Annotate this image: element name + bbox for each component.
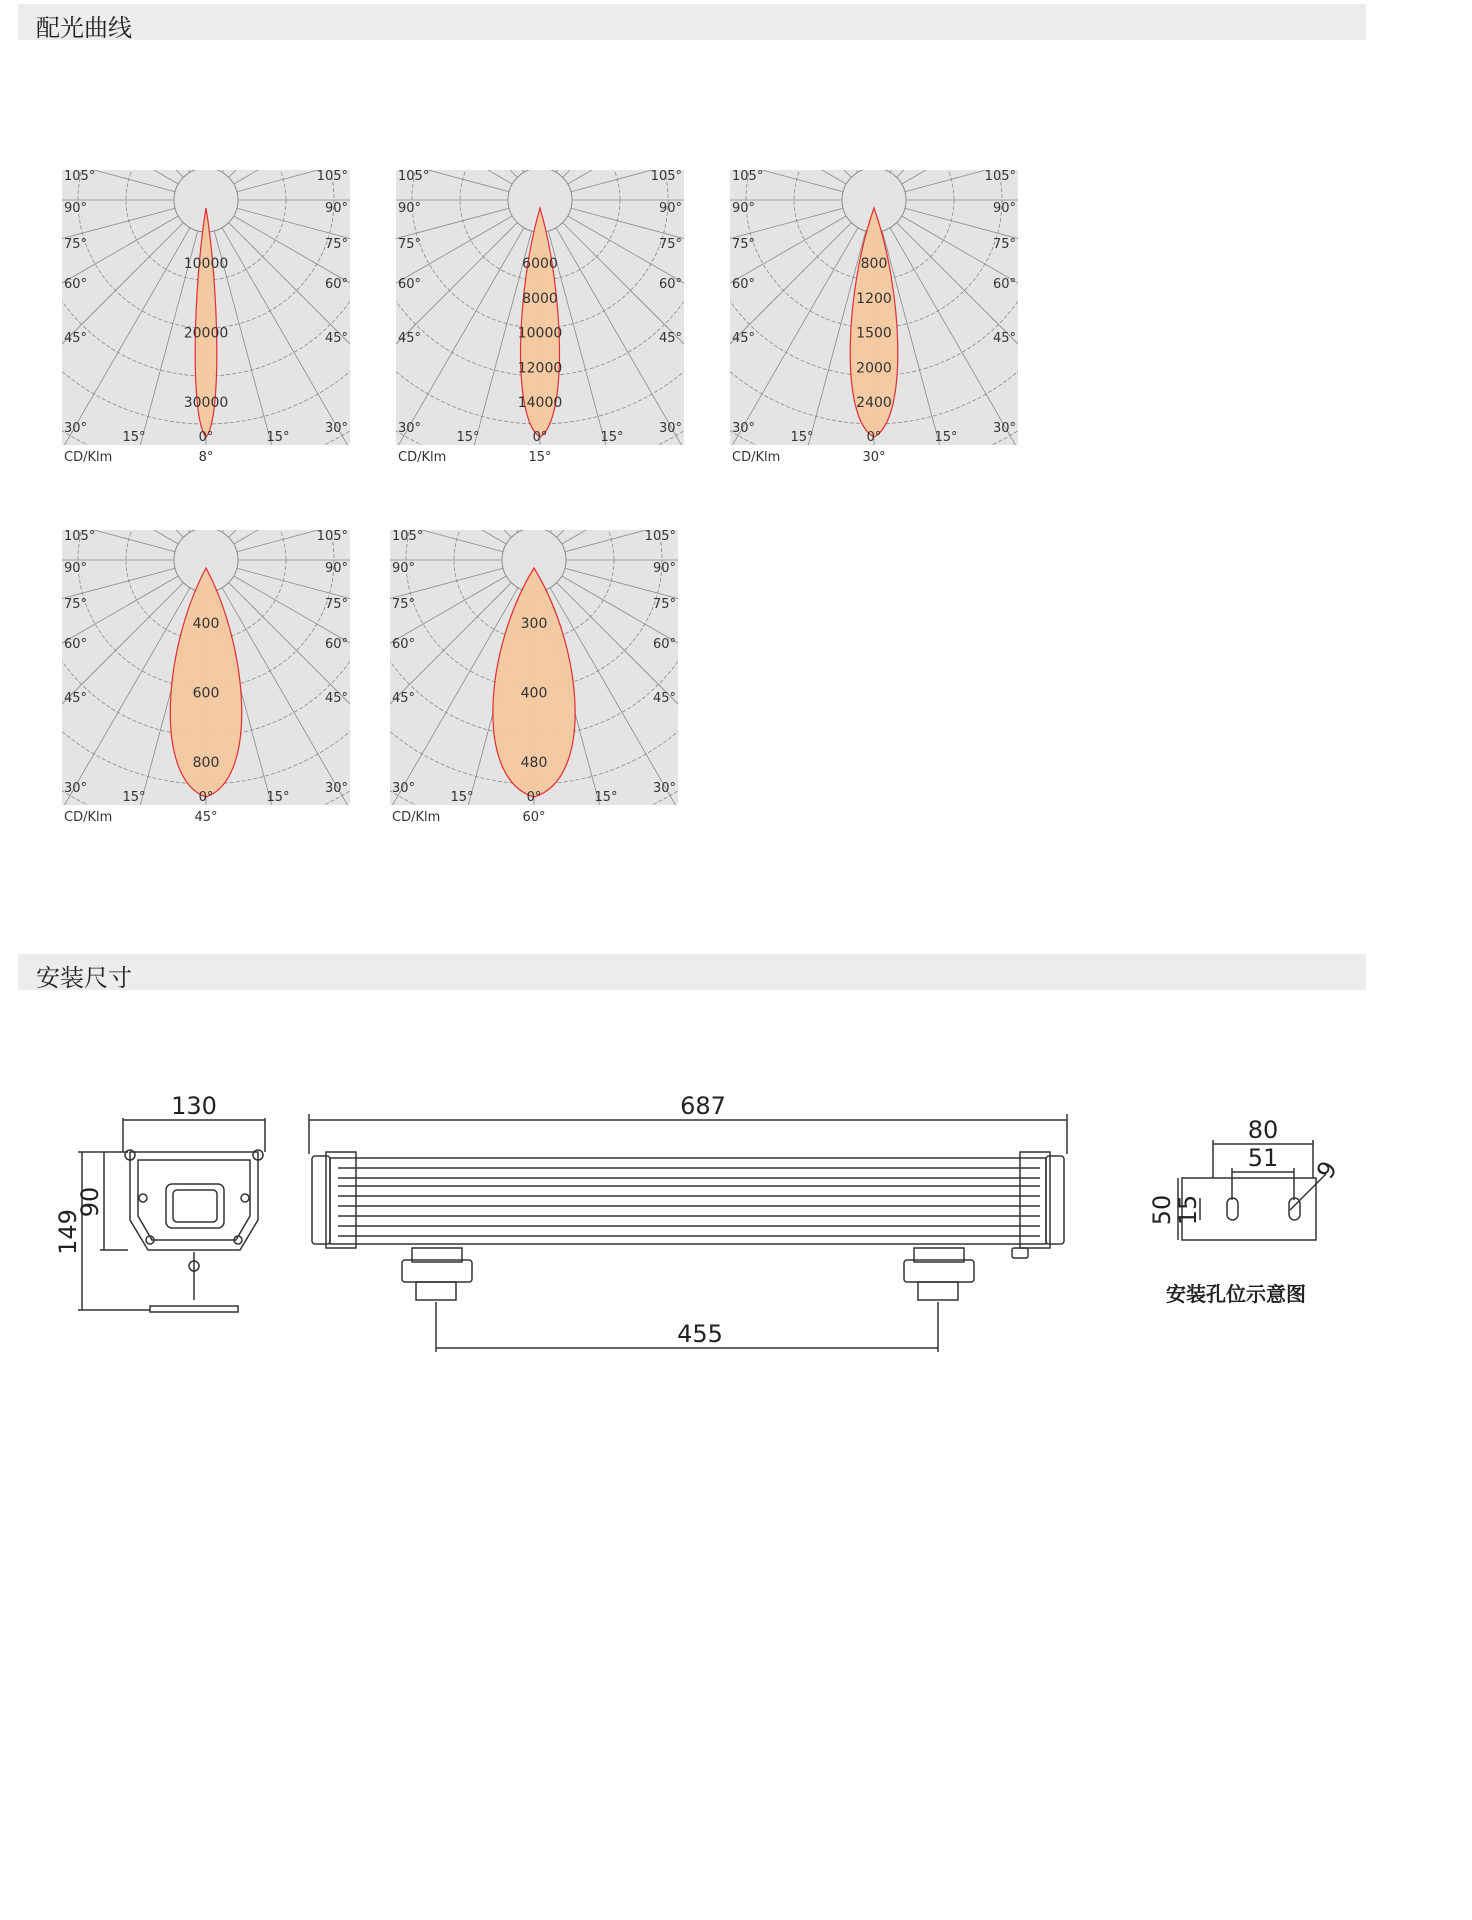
polar-svg (730, 170, 1018, 467)
intensity-label: 1500 (856, 325, 892, 342)
hole-caption: 安装孔位示意图 (1166, 1282, 1306, 1306)
section-header-installation (18, 954, 1366, 990)
angle-label-left: 105° (732, 170, 764, 184)
angle-label-0: 0° (198, 430, 214, 445)
intensity-label: 6000 (522, 256, 558, 272)
dim-bracket-spacing: 455 (677, 1320, 723, 1348)
angle-label-15-left: 15° (456, 430, 480, 445)
beam-angle-label: 60° (522, 810, 546, 825)
angle-label-left: 90° (398, 201, 422, 216)
angle-label-right: 75° (324, 237, 348, 252)
dim-length: 687 (680, 1092, 726, 1120)
angle-label-left: 75° (732, 237, 756, 252)
angle-label-0: 0° (866, 430, 882, 445)
angle-label-15-right: 15° (266, 430, 290, 445)
angle-label-left: 60° (732, 277, 756, 292)
polar-chart-30 (730, 170, 1018, 467)
dim-side-width: 130 (171, 1092, 217, 1120)
section-title: 安装尺寸 (36, 964, 132, 992)
angle-label-left: 60° (64, 277, 88, 292)
installation-drawing (0, 1070, 1472, 1430)
polar-chart-8 (62, 170, 350, 467)
intensity-label: 12000 (517, 360, 563, 377)
angle-label-left: 105° (64, 170, 96, 184)
angle-label-left: 90° (392, 561, 416, 576)
angle-label-right: 105° (984, 170, 1016, 184)
beam-angle-label: 8° (198, 450, 214, 465)
beam-angle-label: 30° (862, 450, 886, 465)
beam-angle-label: 45° (194, 810, 218, 825)
angle-label-left: 30° (398, 421, 422, 436)
angle-label-left: 45° (64, 331, 88, 346)
angle-label-right: 90° (992, 201, 1016, 216)
angle-label-left: 30° (64, 781, 88, 796)
dim-hole-slot: 15 (1174, 1194, 1202, 1226)
intensity-label: 300 (520, 616, 548, 632)
angle-label-right: 45° (652, 691, 676, 706)
unit-label: CD/Klm (64, 450, 113, 465)
angle-label-right: 75° (652, 597, 676, 612)
intensity-label: 8000 (522, 290, 558, 307)
intensity-label: 20000 (183, 325, 229, 342)
angle-label-15-left: 15° (790, 430, 814, 445)
angle-label-left: 75° (392, 597, 416, 612)
angle-label-0: 0° (526, 790, 542, 805)
angle-label-right: 90° (652, 561, 676, 576)
polar-chart-15 (396, 170, 684, 467)
intensity-label: 400 (520, 685, 548, 702)
unit-label: CD/Klm (64, 810, 113, 825)
angle-label-left: 90° (64, 201, 88, 216)
angle-label-left: 90° (64, 561, 88, 576)
intensity-label: 30000 (183, 395, 229, 411)
angle-label-right: 75° (324, 597, 348, 612)
angle-label-right: 45° (992, 331, 1016, 346)
angle-label-left: 30° (392, 781, 416, 796)
angle-label-left: 90° (732, 201, 756, 216)
angle-label-15-left: 15° (122, 430, 146, 445)
angle-label-15-right: 15° (600, 430, 624, 445)
angle-label-left: 45° (64, 691, 88, 706)
angle-label-right: 45° (324, 331, 348, 346)
front-view (309, 1114, 1067, 1352)
unit-label: CD/Klm (398, 450, 447, 465)
angle-label-15-left: 15° (122, 790, 146, 805)
intensity-label: 400 (192, 616, 220, 632)
angle-label-15-right: 15° (266, 790, 290, 805)
angle-label-left: 75° (64, 597, 88, 612)
angle-label-right: 105° (650, 170, 682, 184)
intensity-label: 14000 (517, 395, 563, 411)
angle-label-right: 105° (316, 530, 348, 544)
beam-angle-label: 15° (528, 450, 552, 465)
dim-hole-inner: 51 (1247, 1144, 1279, 1172)
intensity-label: 2400 (856, 395, 892, 411)
angle-label-15-right: 15° (594, 790, 618, 805)
dim-hole-outer: 80 (1247, 1116, 1279, 1144)
polar-svg (62, 530, 350, 827)
angle-label-left: 45° (392, 691, 416, 706)
angle-label-left: 75° (64, 237, 88, 252)
angle-label-right: 75° (658, 237, 682, 252)
angle-label-right: 90° (324, 201, 348, 216)
intensity-label: 2000 (856, 360, 892, 377)
section-title: 配光曲线 (36, 14, 132, 42)
angle-label-left: 105° (398, 170, 430, 184)
angle-label-0: 0° (198, 790, 214, 805)
angle-label-left: 60° (392, 637, 416, 652)
angle-label-15-right: 15° (934, 430, 958, 445)
intensity-label: 480 (520, 755, 548, 771)
angle-label-left: 30° (732, 421, 756, 436)
angle-label-left: 45° (732, 331, 756, 346)
intensity-label: 1200 (856, 290, 892, 307)
angle-label-right: 105° (644, 530, 676, 544)
angle-label-right: 90° (324, 561, 348, 576)
angle-label-right: 30° (658, 421, 682, 436)
polar-chart-45 (62, 530, 350, 827)
unit-label: CD/Klm (392, 810, 441, 825)
dim-side-height-total: 149 (54, 1209, 82, 1255)
side-view (78, 1118, 265, 1312)
angle-label-left: 45° (398, 331, 422, 346)
angle-label-right: 45° (658, 331, 682, 346)
angle-label-15-left: 15° (450, 790, 474, 805)
angle-label-right: 60° (324, 277, 348, 292)
angle-label-right: 60° (992, 277, 1016, 292)
angle-label-right: 30° (992, 421, 1016, 436)
polar-chart-60 (390, 530, 678, 827)
dim-hole-height: 50 (1148, 1194, 1176, 1226)
angle-label-right: 60° (652, 637, 676, 652)
intensity-label: 800 (192, 755, 220, 771)
angle-label-left: 60° (64, 637, 88, 652)
intensity-label: 600 (192, 685, 220, 702)
angle-label-right: 60° (324, 637, 348, 652)
polar-svg (396, 170, 684, 467)
angle-label-left: 60° (398, 277, 422, 292)
polar-svg (390, 530, 678, 827)
angle-label-left: 105° (64, 530, 96, 544)
angle-label-right: 90° (658, 201, 682, 216)
angle-label-right: 105° (316, 170, 348, 184)
intensity-label: 800 (860, 256, 888, 272)
angle-label-right: 75° (992, 237, 1016, 252)
dim-side-height-body: 90 (76, 1186, 104, 1218)
angle-label-left: 30° (64, 421, 88, 436)
angle-label-right: 30° (324, 421, 348, 436)
polar-svg (62, 170, 350, 467)
angle-label-left: 75° (398, 237, 422, 252)
angle-label-right: 30° (652, 781, 676, 796)
angle-label-right: 45° (324, 691, 348, 706)
angle-label-left: 105° (392, 530, 424, 544)
angle-label-right: 30° (324, 781, 348, 796)
unit-label: CD/Klm (732, 450, 781, 465)
dim-hole-dia: 9 (1311, 1156, 1344, 1184)
angle-label-0: 0° (532, 430, 548, 445)
intensity-label: 10000 (183, 256, 229, 272)
angle-label-right: 60° (658, 277, 682, 292)
section-header-light-distribution (18, 4, 1366, 40)
intensity-label: 10000 (517, 325, 563, 342)
